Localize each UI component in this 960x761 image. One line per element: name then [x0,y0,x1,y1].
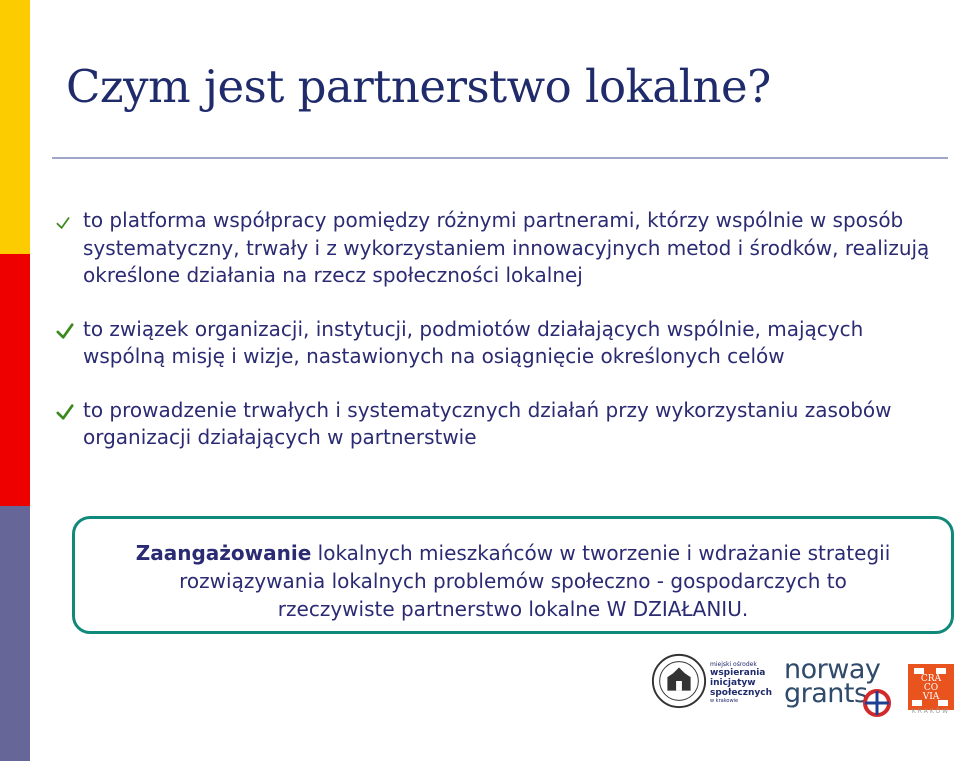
highlight-line-1 [75,539,951,567]
checkmark-icon [56,403,74,421]
mwis-tail-text: w krakowie [710,698,739,704]
highlight-box [72,516,954,634]
cracovia-subtext: KRAKÓW [911,708,951,715]
title-divider [52,157,948,159]
checkmark-icon [56,216,70,230]
cracovia-text-3: VIA [922,692,940,702]
city-seal-logo [650,652,708,710]
highlight-text: lokalnych mieszkańców w tworzenie i wdrażanie strategii [311,541,891,565]
cracovia-text-1: CRA [920,674,942,684]
bullet-list [56,207,946,452]
accent-bar-yellow [0,0,30,254]
bullet-text: to platforma współpracy pomiędzy różnymi partnerami, którzy wspólnie w sposób systematyczny, trwały i z wykorzystaniem innowacyjnych metod i środków, realizują określone działania na rzecz społeczności lokalnej [83,208,930,287]
cracovia-text-2: CO [923,683,939,693]
bullet-item [56,397,946,452]
slide-title: Czym jest partnerstwo lokalne? [66,60,771,113]
norway-grants-icon [862,688,892,718]
mwis-logo [710,662,776,704]
bullet-item [56,207,946,290]
mwis-line-2: inicjatyw [710,678,756,688]
cracovia-logo [906,662,956,712]
accent-bar-red [0,254,30,506]
checkmark-icon [56,322,74,340]
accent-bar-purple [0,506,30,761]
highlight-line-2: rozwiązywania lokalnych problemów społeczno - gospodarczych to [179,569,847,593]
sponsor-logos [650,652,960,756]
norway-line-1: norway [784,654,881,685]
bullet-item [56,316,946,371]
bullet-text: to prowadzenie trwałych i systematycznych działań przy wykorzystaniu zasobów organizacji działających w partnerstwie [83,397,892,449]
highlight-bold-word: Zaangażowanie [135,541,312,565]
bullet-text: to związek organizacji, instytucji, podmiotów działających wspólnie, mających wspólną misję i wizje, nastawionych na osiągnięcie określonych celów [83,316,864,368]
mwis-line-3: społecznych [710,688,773,698]
mwis-line-1: wspierania [710,668,766,678]
norway-line-2: grants [784,678,868,709]
mwis-small-text: miejski ośrodek [710,661,757,668]
highlight-line-3: rzeczywiste partnerstwo lokalne W DZIAŁANIU. [277,597,749,621]
